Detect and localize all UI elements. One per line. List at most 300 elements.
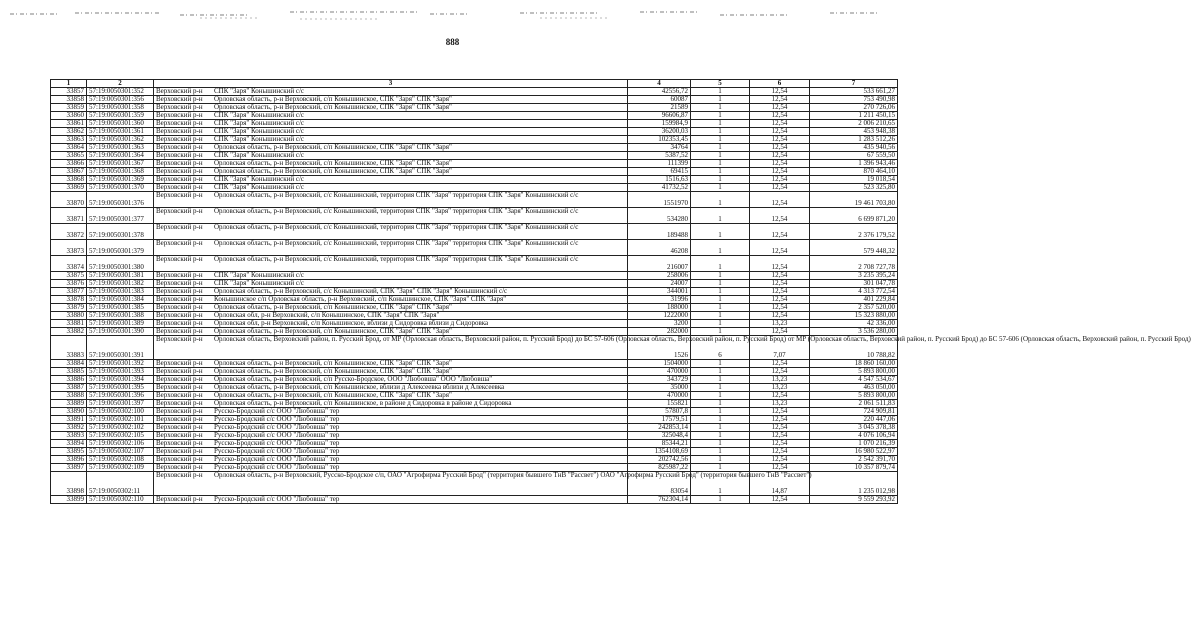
address-text: Русско-Бродский с/с ООО "Любовша" тер — [214, 463, 340, 471]
cadastral-number-cell: 57:19:0050301:369 — [87, 176, 154, 184]
address-text: Орловская область, р-н Верховский, с/с Конышинский, территория СПК "Заря" территория СПК "Заря" Конышинский с/с — [214, 223, 579, 231]
rate-cell: 12,54 — [750, 304, 810, 312]
area-cell: 825987,22 — [628, 464, 691, 472]
cadastral-number-cell: 57:19:0050301:363 — [87, 144, 154, 152]
address-text: Орловская область, р-н Верховский, с/п Конышинское, вблизи д Алексеевка вблизи д Алексеевка — [214, 383, 505, 391]
rate-cell: 12,54 — [750, 360, 810, 368]
table-row — [51, 472, 898, 496]
cadastral-number-cell: 57:19:0050302:107 — [87, 448, 154, 456]
value-cell: 3 235 395,24 — [810, 272, 898, 280]
district-text: Верховский р-н — [156, 255, 203, 263]
value-cell: 10 357 879,74 — [810, 464, 898, 472]
area-cell: 5387,52 — [628, 152, 691, 160]
area-cell: 34764 — [628, 144, 691, 152]
address-text: Орловская область, р-н Верховский, с/с Конышинский, территория СПК "Заря" территория СПК "Заря" Конышинский с/с — [214, 239, 579, 247]
area-cell: 325048,4 — [628, 432, 691, 440]
cadastral-number-cell: 57:19:0050301:393 — [87, 368, 154, 376]
cadastral-number-cell: 57:19:0050302:102 — [87, 424, 154, 432]
share-cell: 1 — [691, 408, 750, 416]
row-number-cell: 33882 — [51, 328, 87, 336]
area-cell: 258006 — [628, 272, 691, 280]
rate-cell: 12,54 — [750, 152, 810, 160]
rate-cell: 12,54 — [750, 88, 810, 96]
cadastral-number-cell: 57:19:0050301:377 — [87, 208, 154, 224]
address-text: Русско-Бродский с/с ООО "Любовша" тер — [214, 407, 340, 415]
rate-cell: 12,54 — [750, 408, 810, 416]
row-number-cell: 33883 — [51, 336, 87, 360]
cadastral-number-cell: 57:19:0050301:390 — [87, 328, 154, 336]
value-cell: 42 336,00 — [810, 320, 898, 328]
area-cell: 1504000 — [628, 360, 691, 368]
district-text: Верховский р-н — [156, 103, 203, 111]
district-text: Верховский р-н — [156, 311, 203, 319]
share-cell: 1 — [691, 112, 750, 120]
address-text: Орловская область, р-н Верховский, с/п Конышинское, СПК "Заря" СПК "Заря" — [214, 327, 452, 335]
column-header: 6 — [750, 80, 810, 88]
address-text: Русско-Бродский с/с ООО "Любовша" тер — [214, 439, 340, 447]
district-text: Верховский р-н — [156, 383, 203, 391]
area-cell: 202742,56 — [628, 456, 691, 464]
cadastral-number-cell: 57:19:0050302:11 — [87, 472, 154, 496]
district-text: Верховский р-н — [156, 463, 203, 471]
address-text: СПК "Заря" Конышинский с/с — [214, 127, 305, 135]
area-cell: 344001 — [628, 288, 691, 296]
rate-cell: 12,54 — [750, 496, 810, 504]
share-cell: 1 — [691, 224, 750, 240]
value-cell: 270 726,06 — [810, 104, 898, 112]
row-number-cell: 33880 — [51, 312, 87, 320]
share-cell: 1 — [691, 368, 750, 376]
cadastral-number-cell: 57:19:0050302:100 — [87, 408, 154, 416]
value-cell: 16 980 522,97 — [810, 448, 898, 456]
table-row — [51, 256, 898, 272]
district-text: Верховский р-н — [156, 295, 203, 303]
address-text: СПК "Заря" Конышинский с/с — [214, 271, 305, 279]
share-cell: 1 — [691, 240, 750, 256]
row-number-cell: 33890 — [51, 408, 87, 416]
cadastral-number-cell: 57:19:0050301:368 — [87, 168, 154, 176]
district-text: Верховский р-н — [156, 87, 203, 95]
area-cell: 35000 — [628, 384, 691, 392]
district-text: Верховский р-н — [156, 111, 203, 119]
share-cell: 1 — [691, 304, 750, 312]
address-text: СПК "Заря" Конышинский с/с — [214, 183, 305, 191]
area-cell: 282000 — [628, 328, 691, 336]
row-number-cell: 33885 — [51, 368, 87, 376]
area-cell: 41732,52 — [628, 184, 691, 192]
cadastral-number-cell: 57:19:0050301:396 — [87, 392, 154, 400]
value-cell: 10 788,82 — [810, 336, 898, 360]
rate-cell: 12,54 — [750, 120, 810, 128]
row-number-cell: 33861 — [51, 120, 87, 128]
area-cell: 216007 — [628, 256, 691, 272]
cadastral-number-cell: 57:19:0050301:397 — [87, 400, 154, 408]
rate-cell: 12,54 — [750, 280, 810, 288]
address-text: Орловская область, р-н Верховский, с/п Русско-Бродское, ООО "Любовша" ООО "Любовша" — [214, 375, 493, 383]
rate-cell: 12,54 — [750, 392, 810, 400]
row-number-cell: 33881 — [51, 320, 87, 328]
address-text: Орловская обл, р-н Верховский, с/п Конышинское, вблизи д Сидоровка вблизи д Сидоровка — [214, 319, 489, 327]
share-cell: 1 — [691, 176, 750, 184]
value-cell: 18 860 160,00 — [810, 360, 898, 368]
share-cell: 1 — [691, 256, 750, 272]
row-number-cell: 33887 — [51, 384, 87, 392]
address-text: Русско-Бродский с/с ООО "Любовша" тер — [214, 415, 340, 423]
share-cell: 1 — [691, 296, 750, 304]
value-cell: 579 448,32 — [810, 240, 898, 256]
cadastral-number-cell: 57:19:0050301:385 — [87, 304, 154, 312]
row-number-cell: 33876 — [51, 280, 87, 288]
row-number-cell: 33892 — [51, 424, 87, 432]
cadastral-number-cell: 57:19:0050301:367 — [87, 160, 154, 168]
location-cell — [154, 192, 628, 208]
area-cell: 762304,14 — [628, 496, 691, 504]
share-cell: 1 — [691, 360, 750, 368]
share-cell: 1 — [691, 392, 750, 400]
location-cell — [154, 256, 628, 272]
cadastral-number-cell: 57:19:0050301:394 — [87, 376, 154, 384]
address-text: Орловская область, р-н Верховский, с/п Конышинское, СПК "Заря" СПК "Заря" — [214, 103, 452, 111]
rate-cell: 12,54 — [750, 128, 810, 136]
cadastral-number-cell: 57:19:0050302:110 — [87, 496, 154, 504]
district-text: Верховский р-н — [156, 95, 203, 103]
value-cell: 3 536 280,00 — [810, 328, 898, 336]
cadastral-number-cell: 57:19:0050301:359 — [87, 112, 154, 120]
address-text: Орловская область, р-н Верховский, с/п Конышинское, СПК "Заря" СПК "Заря" — [214, 367, 452, 375]
row-number-cell: 33884 — [51, 360, 87, 368]
area-cell: 343729 — [628, 376, 691, 384]
share-cell: 1 — [691, 432, 750, 440]
row-number-cell: 33868 — [51, 176, 87, 184]
share-cell: 1 — [691, 456, 750, 464]
address-text: Орловская область, р-н Верховский, с/п Конышинское, СПК "Заря" СПК "Заря" — [214, 359, 452, 367]
address-text: Русско-Бродский с/с ООО "Любовша" тер — [214, 423, 340, 431]
rate-cell: 12,54 — [750, 432, 810, 440]
district-text: Верховский р-н — [156, 327, 203, 335]
rate-cell: 12,54 — [750, 192, 810, 208]
rate-cell: 12,54 — [750, 368, 810, 376]
share-cell: 1 — [691, 448, 750, 456]
district-text: Верховский р-н — [156, 239, 203, 247]
cadastral-number-cell: 57:19:0050302:108 — [87, 456, 154, 464]
area-cell: 242853,14 — [628, 424, 691, 432]
area-cell: 60087 — [628, 96, 691, 104]
district-text: Верховский р-н — [156, 207, 203, 215]
value-cell: 523 325,80 — [810, 184, 898, 192]
address-text: СПК "Заря" Конышинский с/с — [214, 111, 305, 119]
area-cell: 42556,72 — [628, 88, 691, 96]
address-text: Орловская область, р-н Верховский, с/п Конышинское, СПК "Заря" СПК "Заря" — [214, 143, 452, 151]
value-cell: 5 893 800,00 — [810, 392, 898, 400]
share-cell: 1 — [691, 168, 750, 176]
address-text: СПК "Заря" Конышинский с/с — [214, 279, 305, 287]
rate-cell: 12,54 — [750, 416, 810, 424]
address-text: Орловская область, р-н Верховский, с/с Конышинский, территория СПК "Заря" территория СПК "Заря" Конышинский с/с — [214, 191, 579, 199]
share-cell: 1 — [691, 328, 750, 336]
cadastral-number-cell: 57:19:0050301:361 — [87, 128, 154, 136]
area-cell: 111399 — [628, 160, 691, 168]
share-cell: 1 — [691, 384, 750, 392]
value-cell: 1 396 943,46 — [810, 160, 898, 168]
district-text: Верховский р-н — [156, 319, 203, 327]
value-cell: 753 490,98 — [810, 96, 898, 104]
address-text: СПК "Заря" Конышинский с/с — [214, 175, 305, 183]
value-cell: 19 461 703,80 — [810, 192, 898, 208]
value-cell: 4 547 534,67 — [810, 376, 898, 384]
address-text: Русско-Бродский с/с ООО "Любовша" тер — [214, 455, 340, 463]
value-cell: 15 323 880,00 — [810, 312, 898, 320]
rate-cell: 12,54 — [750, 328, 810, 336]
address-text: Орловская область, р-н Верховский, с/п Конышинское, СПК "Заря" СПК "Заря" — [214, 303, 452, 311]
row-number-cell: 33871 — [51, 208, 87, 224]
area-cell: 3200 — [628, 320, 691, 328]
table-row — [51, 192, 898, 208]
address-text: Орловская область, р-н Верховский, с/с Конышинский, СПК "Заря" СПК "Заря" Конышинский с/с — [214, 287, 508, 295]
rate-cell: 12,54 — [750, 272, 810, 280]
share-cell: 1 — [691, 88, 750, 96]
district-text: Верховский р-н — [156, 143, 203, 151]
area-cell: 83054 — [628, 472, 691, 496]
share-cell: 1 — [691, 144, 750, 152]
row-number-cell: 33862 — [51, 128, 87, 136]
district-text: Верховский р-н — [156, 127, 203, 135]
cadastral-number-cell: 57:19:0050301:378 — [87, 224, 154, 240]
district-text: Верховский р-н — [156, 303, 203, 311]
column-header: 3 — [154, 80, 628, 88]
address-text: СПК "Заря" Конышинский с/с — [214, 119, 305, 127]
cadastral-number-cell: 57:19:0050302:101 — [87, 416, 154, 424]
rate-cell: 12,54 — [750, 288, 810, 296]
cadastral-number-cell: 57:19:0050301:358 — [87, 104, 154, 112]
value-cell: 2 357 520,00 — [810, 304, 898, 312]
row-number-cell: 33874 — [51, 256, 87, 272]
share-cell: 6 — [691, 336, 750, 360]
share-cell: 1 — [691, 416, 750, 424]
value-cell: 533 661,27 — [810, 88, 898, 96]
area-cell: 189488 — [628, 224, 691, 240]
table-row — [51, 208, 898, 224]
area-cell: 1222000 — [628, 312, 691, 320]
area-cell: 69415 — [628, 168, 691, 176]
row-number-cell: 33899 — [51, 496, 87, 504]
district-text: Верховский р-н — [156, 447, 203, 455]
rate-cell: 12,54 — [750, 96, 810, 104]
rate-cell: 13,23 — [750, 376, 810, 384]
value-cell: 724 909,81 — [810, 408, 898, 416]
share-cell: 1 — [691, 464, 750, 472]
share-cell: 1 — [691, 472, 750, 496]
address-text: Орловская область, р-н Верховский, с/с Конышинский, территория СПК "Заря" территория СПК "Заря" Конышинский с/с — [214, 207, 579, 215]
value-cell: 3 045 378,38 — [810, 424, 898, 432]
district-text: Верховский р-н — [156, 439, 203, 447]
row-number-cell: 33891 — [51, 416, 87, 424]
district-text: Верховский р-н — [156, 471, 203, 479]
value-cell: 2 376 179,52 — [810, 224, 898, 240]
value-cell: 453 948,38 — [810, 128, 898, 136]
address-text: СПК "Заря" Конышинский с/с — [214, 151, 305, 159]
address-text: Орловская область, р-н Верховский, с/п Конышинское, СПК "Заря" СПК "Заря" — [214, 167, 452, 175]
rate-cell: 12,54 — [750, 104, 810, 112]
district-text: Верховский р-н — [156, 151, 203, 159]
value-cell: 435 940,56 — [810, 144, 898, 152]
page-number: 888 — [445, 37, 460, 47]
row-number-cell: 33889 — [51, 400, 87, 408]
rate-cell: 13,23 — [750, 400, 810, 408]
share-cell: 1 — [691, 280, 750, 288]
address-text: Орловская обл, р-н Верховский, с/п Конышинское, СПК "Заря" СПК "Заря" — [214, 311, 440, 319]
value-cell: 220 447,06 — [810, 416, 898, 424]
district-text: Верховский р-н — [156, 135, 203, 143]
share-cell: 1 — [691, 376, 750, 384]
row-number-cell: 33858 — [51, 96, 87, 104]
rate-cell: 12,54 — [750, 224, 810, 240]
district-text: Верховский р-н — [156, 415, 203, 423]
district-text: Верховский р-н — [156, 391, 203, 399]
row-number-cell: 33863 — [51, 136, 87, 144]
value-cell: 6 699 871,20 — [810, 208, 898, 224]
address-text: СПК "Заря" Конышинский с/с — [214, 87, 305, 95]
column-header: 7 — [810, 80, 898, 88]
rate-cell: 12,54 — [750, 208, 810, 224]
table-row — [51, 224, 898, 240]
district-text: Верховский р-н — [156, 455, 203, 463]
cadastral-number-cell: 57:19:0050301:384 — [87, 296, 154, 304]
district-text: Верховский р-н — [156, 279, 203, 287]
row-number-cell: 33879 — [51, 304, 87, 312]
cadastral-number-cell: 57:19:0050302:106 — [87, 440, 154, 448]
value-cell: 2 708 727,78 — [810, 256, 898, 272]
column-header: 2 — [87, 80, 154, 88]
area-cell: 24007 — [628, 280, 691, 288]
row-number-cell: 33859 — [51, 104, 87, 112]
share-cell: 1 — [691, 272, 750, 280]
district-text: Верховский р-н — [156, 271, 203, 279]
cadastral-number-cell: 57:19:0050301:391 — [87, 336, 154, 360]
row-number-cell: 33872 — [51, 224, 87, 240]
value-cell: 2 061 511,83 — [810, 400, 898, 408]
location-cell — [154, 240, 628, 256]
rate-cell: 12,54 — [750, 184, 810, 192]
address-text: Орловская область, р-н Верховский, с/п Конышинское, в районе д Сидоровка в районе д Сидоровка — [214, 399, 512, 407]
row-number-cell: 33867 — [51, 168, 87, 176]
scan-artifact-marks — [0, 10, 905, 24]
share-cell: 1 — [691, 184, 750, 192]
share-cell: 1 — [691, 400, 750, 408]
district-text: Верховский р-н — [156, 407, 203, 415]
area-cell: 85344,21 — [628, 440, 691, 448]
cadastral-number-cell: 57:19:0050301:360 — [87, 120, 154, 128]
rate-cell: 12,54 — [750, 440, 810, 448]
address-text: Русско-Бродский с/с ООО "Любовша" тер — [214, 447, 340, 455]
column-header: 4 — [628, 80, 691, 88]
area-cell: 470000 — [628, 392, 691, 400]
value-cell: 5 893 800,00 — [810, 368, 898, 376]
cadastral-number-cell: 57:19:0050301:376 — [87, 192, 154, 208]
share-cell: 1 — [691, 104, 750, 112]
address-text: Орловская область, р-н Верховский, с/п Конышинское, СПК "Заря" СПК "Заря" — [214, 159, 452, 167]
cadastral-number-cell: 57:19:0050301:389 — [87, 320, 154, 328]
share-cell: 1 — [691, 288, 750, 296]
location-cell — [154, 496, 628, 504]
address-text: Орловская область, р-н Верховский, Русско-Бродское с/п, ОАО "Агрофирма Русский Брод" (территория бывшего ТнВ "Рассвет") ОАО "Агрофирма Русский Брод" (территория бывшего ТнВ "Рассвет") — [214, 471, 812, 479]
district-text: Верховский р-н — [156, 431, 203, 439]
value-cell: 1 211 450,15 — [810, 112, 898, 120]
share-cell: 1 — [691, 136, 750, 144]
rate-cell: 12,54 — [750, 456, 810, 464]
area-cell: 1526 — [628, 336, 691, 360]
value-cell: 870 464,10 — [810, 168, 898, 176]
table-row — [51, 336, 898, 360]
cadastral-number-cell: 57:19:0050301:382 — [87, 280, 154, 288]
address-text: Орловская область, Верховский район, п. Русский Брод, от МР (Орловская область, Верховский район, п. Русский Брод) до БС 57-606 (Орловская область, Верховский район, п. Русский Брод) от МР (Орловская область, Верховский район, п. Русский Брод) до БС 57-606 (Орловская область, Верховский район, п. Русский Брод) — [214, 335, 1191, 343]
cadastral-number-cell: 57:19:0050301:352 — [87, 88, 154, 96]
rate-cell: 12,54 — [750, 312, 810, 320]
rate-cell: 12,54 — [750, 168, 810, 176]
rate-cell: 12,54 — [750, 112, 810, 120]
address-text: Русско-Бродский с/с ООО "Любовша" тер — [214, 495, 340, 503]
rate-cell: 12,54 — [750, 144, 810, 152]
row-number-cell: 33895 — [51, 448, 87, 456]
share-cell: 1 — [691, 320, 750, 328]
cadastral-number-cell: 57:19:0050301:370 — [87, 184, 154, 192]
rate-cell: 13,23 — [750, 384, 810, 392]
row-number-cell: 33894 — [51, 440, 87, 448]
value-cell: 1 283 512,26 — [810, 136, 898, 144]
table-row — [51, 240, 898, 256]
row-number-cell: 33878 — [51, 296, 87, 304]
cadastral-number-cell: 57:19:0050301:364 — [87, 152, 154, 160]
area-cell: 188000 — [628, 304, 691, 312]
value-cell: 67 559,50 — [810, 152, 898, 160]
row-number-cell: 33897 — [51, 464, 87, 472]
area-cell: 534280 — [628, 208, 691, 224]
area-cell: 36200,03 — [628, 128, 691, 136]
rate-cell: 12,54 — [750, 176, 810, 184]
share-cell: 1 — [691, 160, 750, 168]
rate-cell: 12,54 — [750, 464, 810, 472]
value-cell: 401 229,84 — [810, 296, 898, 304]
row-number-cell: 33875 — [51, 272, 87, 280]
district-text: Верховский р-н — [156, 359, 203, 367]
share-cell: 1 — [691, 208, 750, 224]
district-text: Верховский р-н — [156, 119, 203, 127]
cadastral-number-cell: 57:19:0050302:105 — [87, 432, 154, 440]
row-number-cell: 33865 — [51, 152, 87, 160]
district-text: Верховский р-н — [156, 167, 203, 175]
share-cell: 1 — [691, 312, 750, 320]
rate-cell: 12,54 — [750, 448, 810, 456]
district-text: Верховский р-н — [156, 335, 203, 343]
share-cell: 1 — [691, 440, 750, 448]
share-cell: 1 — [691, 192, 750, 208]
district-text: Верховский р-н — [156, 495, 203, 503]
rate-cell: 13,23 — [750, 320, 810, 328]
value-cell: 4 076 106,94 — [810, 432, 898, 440]
cadastral-number-cell: 57:19:0050301:383 — [87, 288, 154, 296]
value-cell: 9 559 293,92 — [810, 496, 898, 504]
address-text: Орловская область, р-н Верховский, с/с Конышинский, территория СПК "Заря" территория СПК "Заря" Конышинский с/с — [214, 255, 579, 263]
district-text: Верховский р-н — [156, 287, 203, 295]
column-header: 5 — [691, 80, 750, 88]
area-cell: 31996 — [628, 296, 691, 304]
row-number-cell: 33896 — [51, 456, 87, 464]
value-cell: 301 047,78 — [810, 280, 898, 288]
column-header: 1 — [51, 80, 87, 88]
row-number-cell: 33877 — [51, 288, 87, 296]
rate-cell: 14,87 — [750, 472, 810, 496]
district-text: Верховский р-н — [156, 375, 203, 383]
cadastral-number-cell: 57:19:0050301:380 — [87, 256, 154, 272]
